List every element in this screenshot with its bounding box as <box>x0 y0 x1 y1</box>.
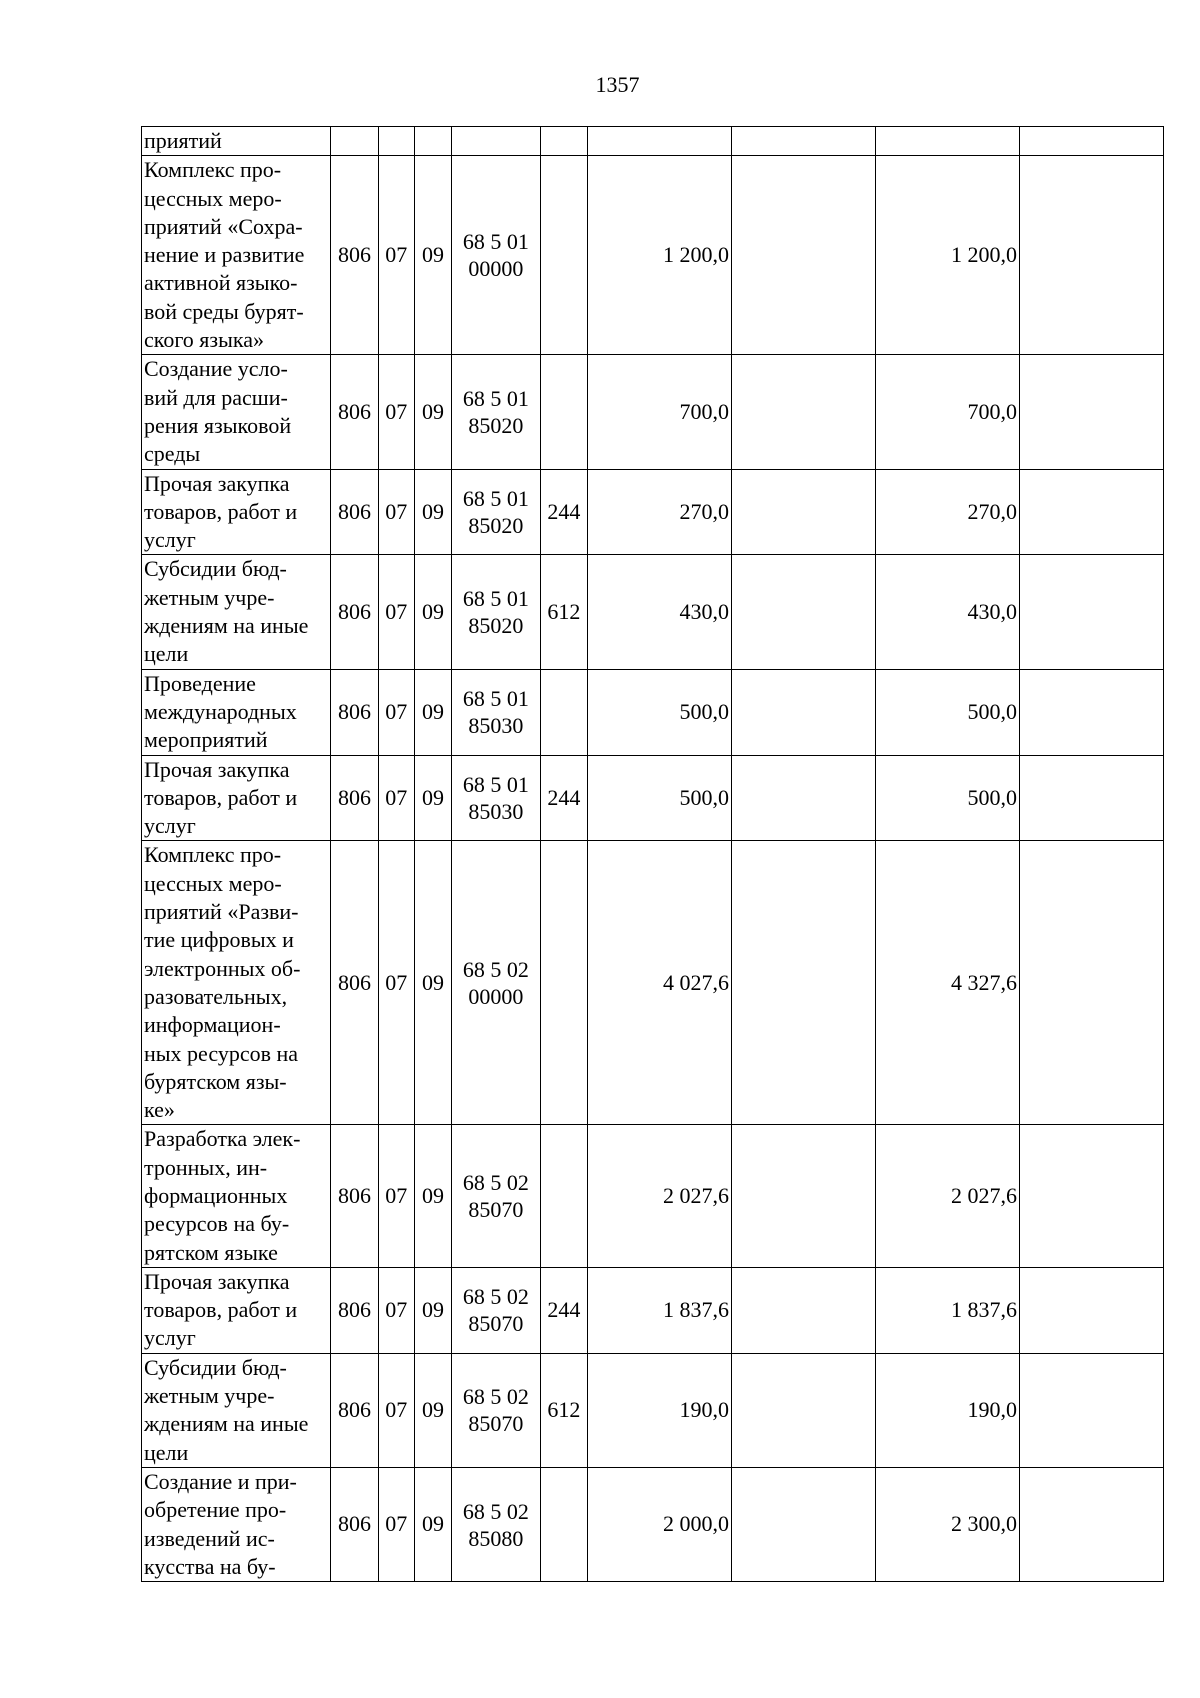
ministry-code: 806 <box>331 1467 378 1581</box>
amount-cell <box>731 469 875 555</box>
target-article-code <box>452 469 541 555</box>
ministry-code <box>331 127 378 156</box>
ministry-code: 806 <box>331 156 378 355</box>
target-article-code <box>452 1125 541 1267</box>
target-article-code <box>452 841 541 1125</box>
amount-cell: 2 027,6 <box>875 1125 1019 1267</box>
amount-cell: 190,0 <box>587 1353 731 1467</box>
amount-cell: 2 300,0 <box>875 1467 1019 1581</box>
expense-type-code: 612 <box>540 1353 587 1467</box>
amount-cell: 1 837,6 <box>587 1267 731 1353</box>
target-article-line: 00000 <box>468 256 524 282</box>
target-article-line: 85070 <box>468 1411 524 1437</box>
row-name-line: товаров, работ и <box>144 1297 298 1323</box>
row-name-line: Разработка элек- <box>144 1126 301 1152</box>
row-name-line: ждениям на иные <box>144 613 309 639</box>
row-name-line: бурятском язы- <box>144 1068 287 1094</box>
row-name-line: цели <box>144 641 189 667</box>
section-code <box>378 127 414 156</box>
expense-type-code: 612 <box>540 555 587 669</box>
amount-cell: 270,0 <box>587 469 731 555</box>
row-name-line: электронных об- <box>144 955 301 981</box>
ministry-code: 806 <box>331 469 378 555</box>
row-name-line: обретение про- <box>144 1497 287 1523</box>
row-name-line: жетным учре- <box>144 1383 275 1409</box>
amount-cell <box>1019 127 1163 156</box>
table-row <box>142 1353 1164 1467</box>
amount-cell: 500,0 <box>875 755 1019 841</box>
row-name <box>142 755 331 841</box>
target-article-code <box>452 1467 541 1581</box>
row-name-line: вий для расши- <box>144 384 288 410</box>
row-name <box>142 1125 331 1267</box>
target-article-line: 68 5 01 <box>462 686 529 712</box>
row-name-line: среды <box>144 441 201 467</box>
section-code: 07 <box>378 841 414 1125</box>
amount-cell <box>731 156 875 355</box>
amount-cell <box>731 555 875 669</box>
budget-table <box>141 126 1164 1582</box>
subsection-code: 09 <box>414 156 451 355</box>
target-article-code <box>452 156 541 355</box>
section-code: 07 <box>378 469 414 555</box>
amount-cell <box>587 127 731 156</box>
section-code: 07 <box>378 1125 414 1267</box>
row-name-line: ных ресурсов на <box>144 1040 299 1066</box>
subsection-code: 09 <box>414 1467 451 1581</box>
subsection-code: 09 <box>414 469 451 555</box>
row-name-line: мероприятий <box>144 727 268 753</box>
row-name-line: цессных меро- <box>144 185 282 211</box>
amount-cell: 1 200,0 <box>587 156 731 355</box>
amount-cell <box>1019 669 1163 755</box>
amount-cell <box>1019 355 1163 469</box>
expense-type-code <box>540 841 587 1125</box>
row-name-line: цели <box>144 1439 189 1465</box>
amount-cell <box>1019 555 1163 669</box>
table-row <box>142 469 1164 555</box>
target-article-line: 68 5 02 <box>462 1170 529 1196</box>
subsection-code: 09 <box>414 755 451 841</box>
amount-cell: 700,0 <box>875 355 1019 469</box>
table-row <box>142 1125 1164 1267</box>
row-name <box>142 355 331 469</box>
expense-type-code: 244 <box>540 755 587 841</box>
row-name-line: рятском языке <box>144 1239 278 1265</box>
row-name-line: международных <box>144 698 297 724</box>
row-name-line: информацион- <box>144 1012 281 1038</box>
table-row <box>142 127 1164 156</box>
target-article-line: 68 5 01 <box>462 771 529 797</box>
target-article-line: 85070 <box>468 1197 524 1223</box>
target-article-code <box>452 127 541 156</box>
section-code: 07 <box>378 156 414 355</box>
subsection-code: 09 <box>414 1267 451 1353</box>
amount-cell <box>1019 755 1163 841</box>
amount-cell: 700,0 <box>587 355 731 469</box>
amount-cell <box>731 1467 875 1581</box>
target-article-code <box>452 669 541 755</box>
expense-type-code <box>540 1125 587 1267</box>
row-name-line: изведений ис- <box>144 1525 275 1551</box>
row-name-line: Субсидии бюд- <box>144 1354 287 1380</box>
subsection-code <box>414 127 451 156</box>
target-article-code <box>452 355 541 469</box>
table-row <box>142 1467 1164 1581</box>
subsection-code: 09 <box>414 355 451 469</box>
target-article-line: 68 5 02 <box>462 956 529 982</box>
row-name-line: кусства на бу- <box>144 1553 276 1579</box>
ministry-code: 806 <box>331 555 378 669</box>
amount-cell: 500,0 <box>587 755 731 841</box>
ministry-code: 806 <box>331 355 378 469</box>
amount-cell <box>731 127 875 156</box>
row-name-line: разовательных, <box>144 983 288 1009</box>
amount-cell <box>1019 156 1163 355</box>
row-name-line: Создание и при- <box>144 1468 297 1494</box>
subsection-code: 09 <box>414 841 451 1125</box>
amount-cell <box>1019 469 1163 555</box>
row-name-line: услуг <box>144 1325 196 1351</box>
ministry-code: 806 <box>331 669 378 755</box>
row-name-line: Комплекс про- <box>144 157 282 183</box>
row-name <box>142 156 331 355</box>
row-name-line: тие цифровых и <box>144 927 294 953</box>
amount-cell <box>731 755 875 841</box>
page-number: 1357 <box>595 72 640 97</box>
amount-cell: 430,0 <box>587 555 731 669</box>
expense-type-code: 244 <box>540 469 587 555</box>
row-name-line: рения языковой <box>144 412 292 438</box>
row-name <box>142 841 331 1125</box>
amount-cell: 190,0 <box>875 1353 1019 1467</box>
amount-cell <box>875 127 1019 156</box>
row-name-line: ского языка» <box>144 327 265 353</box>
ministry-code: 806 <box>331 1267 378 1353</box>
target-article-line: 68 5 01 <box>462 385 529 411</box>
table-row <box>142 555 1164 669</box>
subsection-code: 09 <box>414 669 451 755</box>
target-article-line: 68 5 02 <box>462 1284 529 1310</box>
row-name-line: услуг <box>144 813 196 839</box>
target-article-line: 68 5 02 <box>462 1384 529 1410</box>
section-code: 07 <box>378 755 414 841</box>
budget-table-body <box>142 127 1164 1582</box>
row-name-line: приятий «Сохра- <box>144 213 303 239</box>
subsection-code: 09 <box>414 555 451 669</box>
target-article-line: 85020 <box>468 613 524 639</box>
amount-cell <box>731 669 875 755</box>
row-name-line: Создание усло- <box>144 356 288 382</box>
amount-cell <box>731 1353 875 1467</box>
row-name-line: вой среды бурят- <box>144 298 304 324</box>
row-name-line: цессных меро- <box>144 870 282 896</box>
target-article-line: 68 5 01 <box>462 229 529 255</box>
target-article-line: 00000 <box>468 983 524 1009</box>
expense-type-code <box>540 156 587 355</box>
expense-type-code <box>540 127 587 156</box>
target-article-line: 85030 <box>468 713 524 739</box>
target-article-line: 85030 <box>468 798 524 824</box>
target-article-line: 85080 <box>468 1525 524 1551</box>
expense-type-code <box>540 1467 587 1581</box>
ministry-code: 806 <box>331 755 378 841</box>
amount-cell: 500,0 <box>875 669 1019 755</box>
row-name-line: активной языко- <box>144 270 298 296</box>
target-article-code <box>452 755 541 841</box>
row-name-line: Субсидии бюд- <box>144 556 287 582</box>
table-row <box>142 755 1164 841</box>
amount-cell <box>1019 1353 1163 1467</box>
row-name-line: ке» <box>144 1097 175 1123</box>
section-code: 07 <box>378 1353 414 1467</box>
ministry-code: 806 <box>331 841 378 1125</box>
amount-cell: 2 000,0 <box>587 1467 731 1581</box>
amount-cell <box>731 355 875 469</box>
target-article-code <box>452 1353 541 1467</box>
target-article-line: 68 5 01 <box>462 486 529 511</box>
amount-cell <box>731 1267 875 1353</box>
expense-type-code <box>540 355 587 469</box>
amount-cell <box>1019 1267 1163 1353</box>
target-article-line: 68 5 02 <box>462 1498 529 1524</box>
section-code: 07 <box>378 555 414 669</box>
row-name <box>142 669 331 755</box>
row-name <box>142 1353 331 1467</box>
expense-type-code: 244 <box>540 1267 587 1353</box>
target-article-line: 68 5 01 <box>462 586 529 612</box>
amount-cell: 2 027,6 <box>587 1125 731 1267</box>
amount-cell: 4 027,6 <box>587 841 731 1125</box>
row-name-line: приятий «Разви- <box>144 899 299 925</box>
amount-cell <box>1019 1125 1163 1267</box>
row-name-line: Проведение <box>144 670 256 696</box>
section-code: 07 <box>378 1467 414 1581</box>
row-name-line: Прочая закупка <box>144 1268 290 1294</box>
table-row <box>142 669 1164 755</box>
row-name-line: Прочая закупка <box>144 470 290 496</box>
row-name-line: товаров, работ и <box>144 498 298 524</box>
row-name-line: товаров, работ и <box>144 784 298 810</box>
row-name-line: жетным учре- <box>144 584 275 610</box>
table-row <box>142 841 1164 1125</box>
amount-cell: 1 200,0 <box>875 156 1019 355</box>
table-row <box>142 355 1164 469</box>
row-name <box>142 469 331 555</box>
subsection-code: 09 <box>414 1353 451 1467</box>
amount-cell: 500,0 <box>587 669 731 755</box>
row-name <box>142 555 331 669</box>
section-code: 07 <box>378 1267 414 1353</box>
expense-type-code <box>540 669 587 755</box>
table-row <box>142 1267 1164 1353</box>
row-name-line: приятий <box>144 128 222 153</box>
subsection-code: 09 <box>414 1125 451 1267</box>
target-article-line: 85070 <box>468 1311 524 1337</box>
ministry-code: 806 <box>331 1125 378 1267</box>
row-name-line: ждениям на иные <box>144 1411 309 1437</box>
amount-cell: 1 837,6 <box>875 1267 1019 1353</box>
amount-cell: 270,0 <box>875 469 1019 555</box>
amount-cell <box>731 1125 875 1267</box>
amount-cell: 4 327,6 <box>875 841 1019 1125</box>
row-name-line: Прочая закупка <box>144 756 290 782</box>
section-code: 07 <box>378 355 414 469</box>
amount-cell <box>1019 1467 1163 1581</box>
amount-cell: 430,0 <box>875 555 1019 669</box>
row-name-line: услуг <box>144 527 196 553</box>
target-article-code <box>452 555 541 669</box>
ministry-code: 806 <box>331 1353 378 1467</box>
row-name <box>142 1267 331 1353</box>
row-name-line: Комплекс про- <box>144 842 282 868</box>
row-name <box>142 127 331 156</box>
row-name-line: формационных <box>144 1182 288 1208</box>
row-name-line: ресурсов на бу- <box>144 1211 290 1237</box>
amount-cell <box>1019 841 1163 1125</box>
table-row <box>142 156 1164 355</box>
amount-cell <box>731 841 875 1125</box>
row-name <box>142 1467 331 1581</box>
section-code: 07 <box>378 669 414 755</box>
row-name-line: тронных, ин- <box>144 1154 268 1180</box>
target-article-line: 85020 <box>468 412 524 438</box>
target-article-code <box>452 1267 541 1353</box>
row-name-line: нение и развитие <box>144 242 305 268</box>
target-article-line: 85020 <box>468 513 524 538</box>
